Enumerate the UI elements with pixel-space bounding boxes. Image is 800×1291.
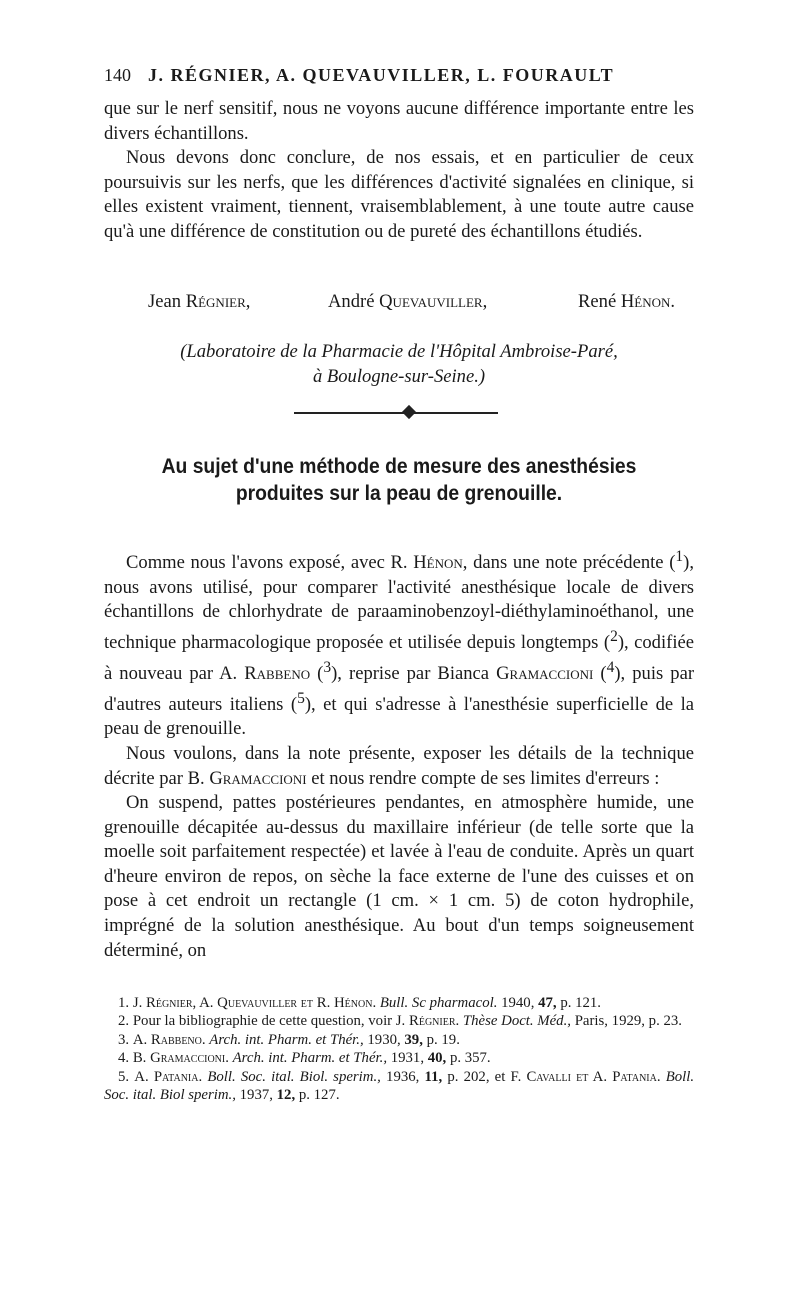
footnotes [104,994,694,1104]
signature-author: Jean Régnier, [148,291,251,312]
paragraph: On suspend, pattes postérieures pendantes, en atmosphère humide, une grenouille décapitée au-dessus du maxillaire inférieur (de telle sorte que la moelle soit parfaitement respectée) et lavée à l'eau de conduite. Après un quart d'heure environ de repos, on sèche la face externe de l'une des cuisses et on pose à cet endroit un rectangle (1 cm. × 1 cm. 5) de coton hydrophile, imprégné de la solution anesthésique. Au bout d'un temps soigneusement déterminé, on [104,792,694,961]
diamond-ornament-icon [402,405,416,419]
laboratory-affiliation: (Laboratoire de la Pharmacie de l'Hôpital Ambroise-Paré, à Boulogne-sur-Seine.) [180,341,618,387]
paragraph: que sur le nerf sensitif, nous ne voyons aucune différence importante entre les divers échantillons. [104,98,694,144]
article-body [104,545,694,963]
footnote: 2. Pour la bibliographie de cette question, voir J. Régnier. Thèse Doct. Méd., Paris, 1929, p. 23. [118,1013,682,1030]
footnote: 4. B. Gramaccioni. Arch. int. Pharm. et Thér., 1931, 40, p. 357. [118,1050,491,1067]
paragraph: Nous voulons, dans la note présente, exposer les détails de la technique décrite par B. Gramaccioni et nous rendre compte de ses limites d'erreurs : [104,742,694,789]
footnote: 5. A. Patania. Boll. Soc. ital. Biol. sperim., 1936, 11, p. 202, et F. Cavalli et A. Patania. Boll. Soc. ital. Biol sperim., 1937, 12, p. 127. [104,1068,695,1104]
footnote: 1. J. Régnier, A. Quevauviller et R. Hénon. Bull. Sc pharmacol. 1940, 47, p. 121. [118,995,602,1011]
running-head [104,62,694,88]
signature-author: André Quevauviller, [328,291,488,312]
paragraph: Nous devons donc conclure, de nos essais, et en particulier de ceux poursuivis sur les nerfs, que les différences d'activité signalées en clinique, si elles existent vraiment, tiennent, vraisemblablement, à une toute autre cause qu'à une différence de constitution ou de pureté des échantillons étudiés. [104,147,694,242]
running-head-authors: J. RÉGNIER, A. QUEVAUVILLER, L. FOURAULT [148,65,615,85]
article-title: Au sujet d'une méthode de mesure des anesthésies produites sur la peau de grenouille. [161,455,637,505]
section-separator [294,412,498,414]
previous-article-conclusion [104,97,694,245]
footnote: 3. A. Rabbeno. Arch. int. Pharm. et Thér., 1930, 39, p. 19. [118,1031,460,1048]
signature-author: René Hénon. [578,291,676,312]
paragraph: Comme nous l'avons exposé, avec R. Hénon, dans une note précédente ($^1$), nous avons utilisé, pour comparer l'activité anesthésique locale de divers échantillons de chlorhydrate de paraaminobenzoyl-diéthylaminoéthanol, une technique pharmacologique proposée et utilisée depuis longtemps ($^2$), codifiée à nouveau par A. Rabbeno ($^3$), reprise par Bianca Gramaccioni ($^4$), puis par d'autres auteurs italiens ($^5$), et qui s'adresse à l'anesthésie superficielle de la peau de grenouille. [104,548,695,740]
page-number: 140 [104,65,131,85]
